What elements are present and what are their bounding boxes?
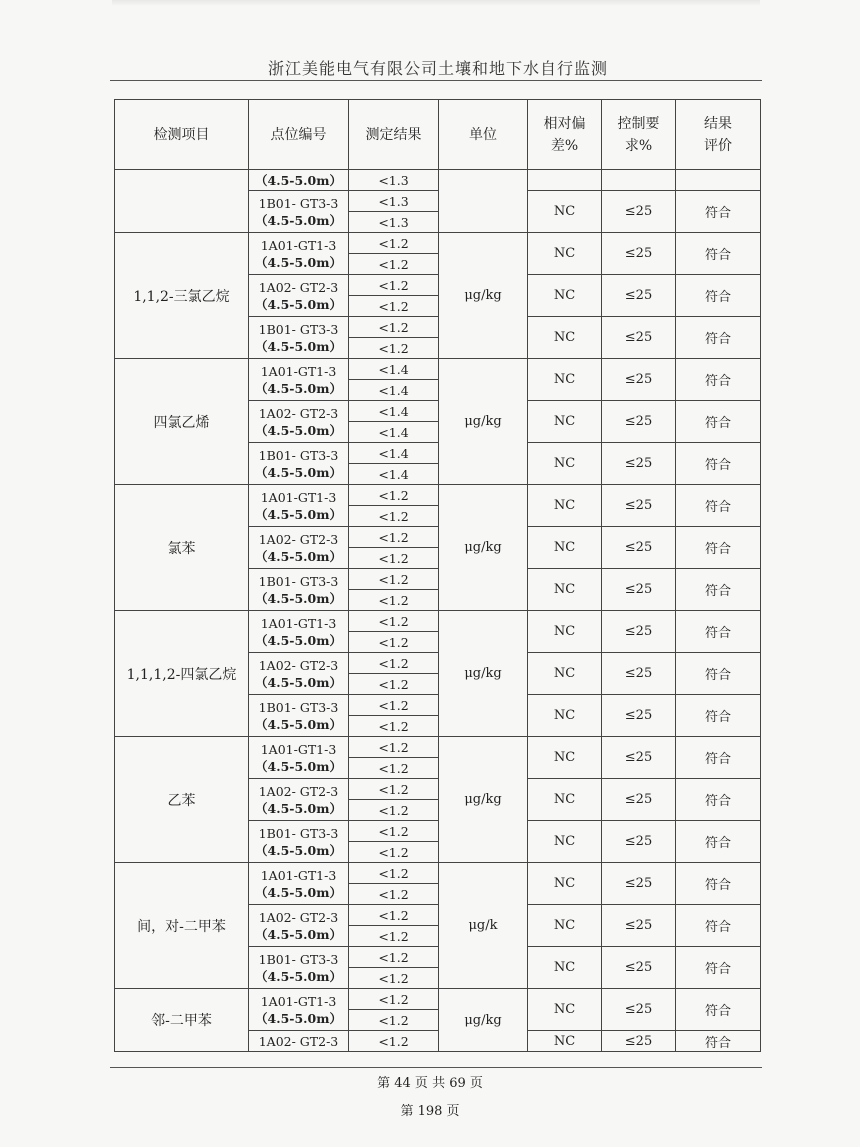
- ctrl-cell: ≤25: [602, 443, 676, 485]
- site-code: 1A02- GT2-3: [258, 1033, 339, 1049]
- col-header-evaluation: 结果 评价: [676, 100, 761, 170]
- site-code-cell: [249, 737, 349, 779]
- ctrl-cell: ≤25: [602, 275, 676, 317]
- header-rule: [110, 80, 762, 81]
- rd-cell: NC: [528, 569, 602, 611]
- ctrl-cell: [602, 170, 676, 191]
- site-code-cell: [249, 527, 349, 569]
- depth-text: （4.5-5.0m）: [255, 590, 342, 606]
- eval-cell: 符合: [676, 527, 761, 569]
- site-code: 1B01- GT3-3: [258, 195, 339, 211]
- rd-cell: NC: [528, 233, 602, 275]
- depth-text: （4.5-5.0m）: [255, 758, 342, 774]
- depth-text: （4.5-5.0m）: [255, 926, 342, 942]
- site-code-cell: [249, 401, 349, 443]
- document-header: 浙江美能电气有限公司土壤和地下水自行监测: [267, 59, 608, 78]
- eval-cell: 符合: [676, 233, 761, 275]
- item-cell: 氯苯: [115, 485, 249, 611]
- item-cell: 1,1,1,2-四氯乙烷: [115, 611, 249, 737]
- result-cell: <1.4: [349, 464, 439, 485]
- depth-text: （4.5-5.0m）: [255, 506, 342, 522]
- site-code-cell: [249, 191, 349, 233]
- ctrl-cell: ≤25: [602, 485, 676, 527]
- item-cell: 四氯乙烯: [115, 359, 249, 485]
- result-cell: <1.2: [349, 674, 439, 695]
- rd-cell: NC: [528, 401, 602, 443]
- site-code-cell: [249, 695, 349, 737]
- site-code: 1B01- GT3-3: [258, 321, 339, 337]
- table-row: [115, 485, 761, 506]
- result-cell: <1.4: [349, 443, 439, 464]
- depth-text: （4.5-5.0m）: [255, 172, 342, 188]
- depth-text: （4.5-5.0m）: [255, 380, 342, 396]
- rd-cell: NC: [528, 695, 602, 737]
- site-code-cell: [249, 1031, 349, 1052]
- depth-text: （4.5-5.0m）: [255, 716, 342, 732]
- site-code-cell: [249, 989, 349, 1031]
- result-cell: <1.4: [349, 422, 439, 443]
- depth-text: （4.5-5.0m）: [255, 212, 342, 228]
- table-row: [115, 611, 761, 632]
- rd-cell: NC: [528, 653, 602, 695]
- site-code-cell: [249, 653, 349, 695]
- ctrl-cell: ≤25: [602, 695, 676, 737]
- site-code: 1A02- GT2-3: [258, 783, 339, 799]
- depth-text: （4.5-5.0m）: [255, 464, 342, 480]
- ctrl-cell: ≤25: [602, 527, 676, 569]
- rd-cell: NC: [528, 191, 602, 233]
- site-code: 1A02- GT2-3: [258, 657, 339, 673]
- eval-cell: 符合: [676, 317, 761, 359]
- site-code: 1B01- GT3-3: [258, 573, 339, 589]
- item-cell: [115, 170, 249, 233]
- result-cell: <1.2: [349, 317, 439, 338]
- eval-cell: 符合: [676, 1031, 761, 1052]
- result-cell: <1.2: [349, 569, 439, 590]
- table-header-row: [115, 100, 761, 170]
- result-cell: <1.2: [349, 779, 439, 800]
- depth-text: （4.5-5.0m）: [255, 968, 342, 984]
- site-code-cell: [249, 233, 349, 275]
- result-cell: <1.3: [349, 170, 439, 191]
- rd-cell: NC: [528, 485, 602, 527]
- col-header-result: 测定结果: [349, 100, 439, 170]
- result-cell: <1.2: [349, 296, 439, 317]
- total-page-number: 第 198 页: [400, 1104, 460, 1119]
- eval-cell: 符合: [676, 611, 761, 653]
- unit-cell: μg/k: [439, 863, 528, 989]
- depth-text: （4.5-5.0m）: [255, 422, 342, 438]
- ctrl-cell: ≤25: [602, 233, 676, 275]
- depth-text: （4.5-5.0m）: [255, 254, 342, 270]
- eval-cell: 符合: [676, 359, 761, 401]
- rd-cell: NC: [528, 611, 602, 653]
- ctrl-cell: ≤25: [602, 821, 676, 863]
- site-code-cell: [249, 275, 349, 317]
- eval-cell: 符合: [676, 653, 761, 695]
- eval-cell: [676, 170, 761, 191]
- site-code-cell: [249, 485, 349, 527]
- result-cell: <1.4: [349, 380, 439, 401]
- site-code: 1A01-GT1-3: [260, 615, 337, 631]
- ctrl-cell: ≤25: [602, 1031, 676, 1052]
- rd-cell: NC: [528, 905, 602, 947]
- col-header-unit: 单位: [439, 100, 528, 170]
- site-code: 1A01-GT1-3: [260, 237, 337, 253]
- rd-cell: NC: [528, 947, 602, 989]
- site-depth: [249, 170, 349, 191]
- ctrl-cell: ≤25: [602, 191, 676, 233]
- ctrl-cell: ≤25: [602, 989, 676, 1031]
- eval-cell: 符合: [676, 779, 761, 821]
- site-code-cell: [249, 821, 349, 863]
- eval-cell: 符合: [676, 737, 761, 779]
- qc-results-table: [114, 99, 761, 1052]
- item-cell: 间，对-二甲苯: [115, 863, 249, 989]
- col-header-site-code: 点位编号: [249, 100, 349, 170]
- result-cell: <1.2: [349, 611, 439, 632]
- site-code-cell: [249, 863, 349, 905]
- unit-cell: μg/kg: [439, 233, 528, 359]
- col-header-control-requirement: 控制要 求%: [602, 100, 676, 170]
- result-cell: <1.2: [349, 968, 439, 989]
- result-cell: <1.2: [349, 506, 439, 527]
- table-row: [115, 359, 761, 380]
- site-code-cell: [249, 443, 349, 485]
- result-cell: <1.3: [349, 191, 439, 212]
- ctrl-cell: ≤25: [602, 401, 676, 443]
- result-cell: <1.2: [349, 233, 439, 254]
- site-code: 1A02- GT2-3: [258, 279, 339, 295]
- ctrl-cell: ≤25: [602, 653, 676, 695]
- site-code: 1A02- GT2-3: [258, 405, 339, 421]
- unit-cell: μg/kg: [439, 611, 528, 737]
- ctrl-cell: ≤25: [602, 863, 676, 905]
- item-cell: 1,1,2-三氯乙烷: [115, 233, 249, 359]
- depth-text: （4.5-5.0m）: [255, 632, 342, 648]
- depth-text: （4.5-5.0m）: [255, 842, 342, 858]
- result-cell: <1.2: [349, 632, 439, 653]
- depth-text: （4.5-5.0m）: [255, 296, 342, 312]
- ctrl-cell: ≤25: [602, 611, 676, 653]
- site-code-cell: [249, 779, 349, 821]
- rd-cell: NC: [528, 317, 602, 359]
- result-cell: <1.2: [349, 1031, 439, 1052]
- rd-cell: NC: [528, 359, 602, 401]
- eval-cell: 符合: [676, 863, 761, 905]
- eval-cell: 符合: [676, 905, 761, 947]
- result-cell: <1.2: [349, 1010, 439, 1031]
- result-cell: <1.2: [349, 275, 439, 296]
- item-cell: 邻-二甲苯: [115, 989, 249, 1052]
- site-code-cell: [249, 359, 349, 401]
- eval-cell: 符合: [676, 443, 761, 485]
- site-code: 1B01- GT3-3: [258, 447, 339, 463]
- ctrl-cell: ≤25: [602, 737, 676, 779]
- rd-cell: [528, 170, 602, 191]
- eval-cell: 符合: [676, 821, 761, 863]
- rd-cell: NC: [528, 737, 602, 779]
- result-cell: <1.2: [349, 821, 439, 842]
- ctrl-cell: ≤25: [602, 779, 676, 821]
- depth-text: （4.5-5.0m）: [255, 548, 342, 564]
- site-code: 1A02- GT2-3: [258, 909, 339, 925]
- eval-cell: 符合: [676, 695, 761, 737]
- result-cell: <1.2: [349, 737, 439, 758]
- item-cell: 乙苯: [115, 737, 249, 863]
- result-cell: <1.2: [349, 905, 439, 926]
- eval-cell: 符合: [676, 401, 761, 443]
- site-code-cell: [249, 569, 349, 611]
- table-row: [115, 863, 761, 884]
- unit-cell: μg/kg: [439, 359, 528, 485]
- result-cell: <1.2: [349, 590, 439, 611]
- table-row: [115, 170, 761, 191]
- result-cell: <1.2: [349, 842, 439, 863]
- site-code-cell: [249, 947, 349, 989]
- ctrl-cell: ≤25: [602, 317, 676, 359]
- depth-text: （4.5-5.0m）: [255, 338, 342, 354]
- eval-cell: 符合: [676, 275, 761, 317]
- result-cell: <1.2: [349, 758, 439, 779]
- unit-cell: μg/kg: [439, 485, 528, 611]
- rd-cell: NC: [528, 275, 602, 317]
- rd-cell: NC: [528, 527, 602, 569]
- rd-cell: NC: [528, 443, 602, 485]
- site-code: 1A01-GT1-3: [260, 867, 337, 883]
- table-row: [115, 233, 761, 254]
- ctrl-cell: ≤25: [602, 569, 676, 611]
- page-top-edge: [112, 0, 760, 6]
- depth-text: （4.5-5.0m）: [255, 674, 342, 690]
- result-cell: <1.2: [349, 695, 439, 716]
- depth-text: （4.5-5.0m）: [255, 1010, 342, 1026]
- site-code-cell: [249, 317, 349, 359]
- result-cell: <1.2: [349, 800, 439, 821]
- rd-cell: NC: [528, 1031, 602, 1052]
- ctrl-cell: ≤25: [602, 905, 676, 947]
- site-code: 1B01- GT3-3: [258, 951, 339, 967]
- result-cell: <1.2: [349, 548, 439, 569]
- result-cell: <1.2: [349, 947, 439, 968]
- depth-text: （4.5-5.0m）: [255, 884, 342, 900]
- rd-cell: NC: [528, 863, 602, 905]
- site-code: 1A01-GT1-3: [260, 741, 337, 757]
- eval-cell: 符合: [676, 569, 761, 611]
- result-cell: <1.2: [349, 926, 439, 947]
- rd-cell: NC: [528, 779, 602, 821]
- result-cell: <1.2: [349, 989, 439, 1010]
- site-code: 1A01-GT1-3: [260, 489, 337, 505]
- eval-cell: 符合: [676, 947, 761, 989]
- result-cell: <1.2: [349, 716, 439, 737]
- site-code: 1B01- GT3-3: [258, 825, 339, 841]
- result-cell: <1.2: [349, 527, 439, 548]
- ctrl-cell: ≤25: [602, 359, 676, 401]
- ctrl-cell: ≤25: [602, 947, 676, 989]
- site-code: 1A02- GT2-3: [258, 531, 339, 547]
- result-cell: <1.2: [349, 338, 439, 359]
- result-cell: <1.2: [349, 254, 439, 275]
- depth-text: （4.5-5.0m）: [255, 800, 342, 816]
- col-header-item: 检测项目: [115, 100, 249, 170]
- table-row: [115, 989, 761, 1010]
- page-number: 第 44 页 共 69 页: [377, 1076, 483, 1091]
- rd-cell: NC: [528, 821, 602, 863]
- result-cell: <1.2: [349, 485, 439, 506]
- footer-rule: [110, 1067, 762, 1068]
- unit-cell: μg/kg: [439, 737, 528, 863]
- result-cell: <1.3: [349, 212, 439, 233]
- result-cell: <1.2: [349, 653, 439, 674]
- result-cell: <1.4: [349, 401, 439, 422]
- rd-cell: NC: [528, 989, 602, 1031]
- result-cell: <1.4: [349, 359, 439, 380]
- unit-cell: [439, 170, 528, 233]
- eval-cell: 符合: [676, 485, 761, 527]
- eval-cell: 符合: [676, 191, 761, 233]
- site-code-cell: [249, 905, 349, 947]
- site-code: 1B01- GT3-3: [258, 699, 339, 715]
- result-cell: <1.2: [349, 884, 439, 905]
- eval-cell: 符合: [676, 989, 761, 1031]
- site-code: 1A01-GT1-3: [260, 363, 337, 379]
- result-cell: <1.2: [349, 863, 439, 884]
- col-header-relative-deviation: 相对偏 差%: [528, 100, 602, 170]
- site-code-cell: [249, 611, 349, 653]
- table-row: [115, 737, 761, 758]
- unit-cell: μg/kg: [439, 989, 528, 1052]
- site-code: 1A01-GT1-3: [260, 993, 337, 1009]
